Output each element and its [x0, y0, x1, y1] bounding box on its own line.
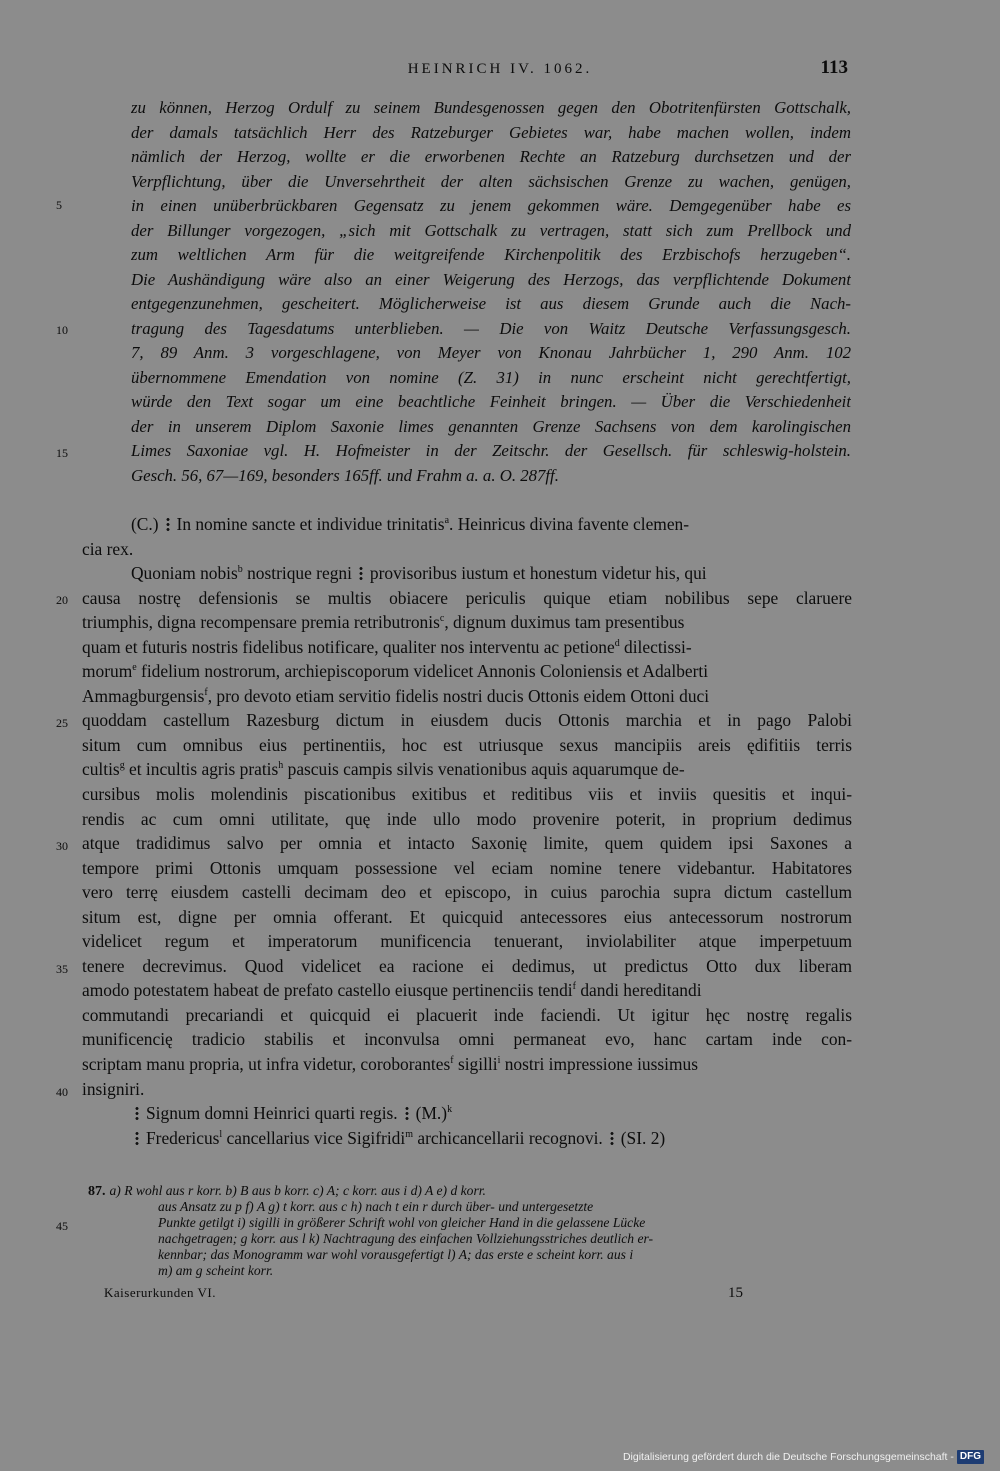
- charter-line: [82, 757, 852, 782]
- commentary-line: Limes Saxoniae vgl. H. Hofmeister in der Zeitschr. der Gesellsch. für schleswig-holstein.: [131, 441, 851, 460]
- credit-text: Digitalisierung gefördert durch die Deutsche Forschungsgemeinschaft -: [622, 1451, 954, 1463]
- line-number: 25: [56, 716, 68, 730]
- commentary-line: zu können, Herzog Ordulf zu seinem Bundesgenossen gegen den Obotritenfürsten Gottschalk,: [131, 98, 851, 117]
- charter-text-segment: Quoniam nobis: [131, 563, 238, 584]
- charter-line: [82, 1126, 852, 1151]
- footnote-ref: e: [132, 662, 137, 674]
- footnote-ref: g: [119, 760, 125, 772]
- footnote-ref: k: [447, 1104, 453, 1116]
- charter-text-segment: nostri impressione iussimus: [500, 1054, 698, 1075]
- charter-line: [82, 684, 852, 709]
- line-number: 10: [56, 323, 68, 337]
- charter-text-segment: quam et futuris nostris fidelibus notificare, qualiter nos interventu ac petione: [82, 636, 615, 657]
- footnote-ref: f: [572, 981, 576, 993]
- charter-text-segment: fidelium nostrorum, archiepiscoporum videlicet Annonis Coloniensis et Adalberti: [136, 661, 709, 682]
- footnote-ref: d: [614, 637, 620, 649]
- commentary-line: tragung des Tagesdatums unterblieben. — Die von Waitz Deutsche Verfassungsgesch.: [131, 318, 851, 338]
- line-number: 20: [56, 593, 68, 607]
- signature-title: Kaiserurkunden VI.: [104, 1285, 217, 1300]
- charter-line: atque tradidimus salvo per omnia et intacto Saxonię limite, quem quidem ipsi Saxones a: [82, 833, 852, 854]
- elongated-script-mark: [609, 1131, 615, 1146]
- footnote-line: m) am g scheint korr.: [158, 1263, 274, 1278]
- footnote-text: a) R wohl aus r korr. b) B aus b korr. c) A; c korr. aus i d) A e) d korr.: [109, 1183, 486, 1198]
- elongated-script-mark: [134, 1106, 140, 1121]
- charter-line: munificencię tradicio stabilis et inconvulsa omni permaneat evo, hanc cartam inde con-: [82, 1029, 852, 1050]
- charter-line: [82, 659, 852, 684]
- line-number: 30: [56, 839, 68, 853]
- footnote-line: kennbar; das Monogramm war wohl vorausgefertigt l) A; das erste e scheint korr. aus i: [158, 1247, 634, 1262]
- charter-line: [82, 978, 852, 1003]
- charter-text-segment: et incultis agris pratis: [124, 759, 279, 780]
- footnote-ref: f: [450, 1055, 454, 1067]
- line-number-margin: [0, 0, 80, 1471]
- charter-text-segment: cancellarius vice Sigifridi: [222, 1127, 406, 1148]
- charter-line: [82, 1052, 852, 1077]
- charter-line: commutandi precariandi et quicquid ei placuerit inde faciendi. Ut igitur hęc nostrę regalis: [82, 1004, 852, 1025]
- line-number: 35: [56, 962, 68, 976]
- charter-text-segment: morum: [82, 661, 133, 682]
- charter-text-segment: Ammagburgensis: [82, 685, 205, 706]
- charter-line: cia rex.: [82, 538, 134, 559]
- signum-line: Signum domni Heinrici quarti regis.: [146, 1103, 398, 1124]
- footnote-line: Punkte getilgt i) sigilli in größerer Schrift wohl von gleicher Hand in die gelassene Lücke: [158, 1215, 646, 1230]
- footnote-ref: m: [405, 1128, 413, 1140]
- commentary-line: 7, 89 Anm. 3 vorgeschlagene, von Meyer von Knonau Jahrbücher 1, 290 Anm. 102: [131, 343, 851, 362]
- charter-text-segment: provisoribus iustum et honestum videtur his, qui: [369, 563, 707, 584]
- charter-text-segment: cultis: [82, 759, 120, 780]
- invocation: In nomine sancte et individue trinitatis: [176, 514, 445, 534]
- commentary-line: Gesch. 56, 67—169, besonders 165ff. und Frahm a. a. O. 287ff.: [131, 465, 559, 485]
- line-number: 15: [56, 446, 68, 460]
- charter-line: [82, 635, 852, 660]
- elongated-script-mark: [358, 566, 364, 581]
- charter-text-segment: triumphis, digna recompensare premia retributronis: [82, 612, 440, 633]
- charter-text-segment: dilectissi-: [619, 636, 692, 657]
- footnote-ref: c: [439, 613, 445, 625]
- charter-text-segment: pascuis campis silvis venationibus aquis aquarumque de-: [283, 759, 685, 780]
- line-number: 45: [56, 1219, 68, 1233]
- digitization-credit: [584, 1447, 984, 1467]
- charter-text-segment: scriptam manu propria, ut infra videtur, coroborantes: [82, 1054, 451, 1075]
- footnote-ref: a: [444, 515, 450, 527]
- commentary-line: der in unserem Diplom Saxonie limes genannten Grenze Sachsens von dem karolingischen: [131, 416, 851, 436]
- footnote-ref: h: [278, 760, 284, 772]
- elongated-script-mark: [134, 1131, 140, 1146]
- charter-line: tenere decrevimus. Quod videlicet ea racione ei dedimus, ut predictus Otto dux liberam: [82, 955, 852, 976]
- footnotes-apparatus: [88, 1183, 852, 1279]
- chrismon-siglum: (C.): [131, 514, 159, 534]
- footnote-ref: f: [204, 687, 208, 699]
- commentary-line: der Billunger vorgezogen, „sich mit Gottschalk zu vertragen, statt sich zum Prellbock und: [131, 220, 851, 240]
- document-number: 87.: [88, 1184, 106, 1199]
- charter-text-segment: , dignum duximus tam presentibus: [444, 612, 685, 633]
- charter-text-segment: , pro devoto etiam servitio fidelis nostri ducis Ottonis eidem Ottoni duci: [207, 685, 710, 706]
- charter-line: videlicet regum et imperatorum munificencia tenuerant, inviolabiliter atque imperpetuum: [82, 931, 852, 952]
- charter-text-segment: nostrique regni: [242, 563, 352, 584]
- footnote-ref: b: [237, 564, 243, 576]
- page-header: [0, 57, 1000, 83]
- running-title: HEINRICH IV. 1062.: [407, 61, 593, 77]
- commentary-block: [131, 96, 851, 488]
- intitulatio: . Heinricus divina favente clemen-: [449, 514, 690, 534]
- footnote-ref: l: [219, 1128, 223, 1140]
- charter-text: [82, 512, 852, 1150]
- signature-sheet-number: 15: [728, 1285, 743, 1301]
- seal-siglum: (SI. 2): [620, 1127, 666, 1148]
- elongated-script-mark: [404, 1106, 410, 1121]
- charter-line: vero terrę eiusdem castelli decimam deo et episcopo, in cuius parochia supra dictum castellum: [82, 882, 852, 903]
- commentary-line: nämlich der Herzog, wollte er die erworbenen Rechte an Ratzeburg durchsetzen und der: [131, 147, 851, 166]
- recognition-line: Fredericus: [146, 1127, 220, 1148]
- charter-line: causa nostrę defensionis se multis obiacere periculis quique etiam nobilibus sepe claruere: [82, 587, 852, 608]
- commentary-line: der damals tatsächlich Herr des Ratzeburger Gebietes war, habe machen wollen, indem: [131, 122, 851, 142]
- charter-line: rendis ac cum omni utilitate, quę inde ullo modo provenire poterit, in proprium dedimus: [82, 808, 852, 829]
- charter-text-segment: amodo potestatem habeat de prefato castello eiusque pertinenciis tendi: [82, 980, 573, 1001]
- charter-line: cursibus molis molendinis piscationibus exitibus et reditibus viis et inviis quesitis et inqui-: [82, 784, 852, 805]
- charter-line: situm cum omnibus eius pertinentiis, hoc est utriusque sexus mancipiis areis ędifitiis terris: [82, 734, 852, 755]
- commentary-line: übernommene Emendation von nomine (Z. 31) in nunc erscheint nicht gerechtfertigt,: [131, 367, 851, 387]
- footnote-line: nachgetragen; g korr. aus l k) Nachtragung des einfachen Vollziehungsstriches deutlich er-: [158, 1231, 654, 1246]
- page-number: 113: [820, 57, 848, 78]
- footnote-ref: i: [497, 1055, 501, 1067]
- charter-text-segment: sigilli: [453, 1054, 498, 1075]
- commentary-line: in einen unüberbrückbaren Gegensatz zu jenem gekommen wäre. Demgegenüber habe es: [131, 196, 851, 215]
- dfg-logo: DFG: [957, 1450, 984, 1464]
- charter-line: [82, 1101, 852, 1126]
- footnote-line: [88, 1183, 852, 1199]
- elongated-script-mark: [165, 517, 171, 532]
- charter-line: [82, 610, 852, 635]
- charter-line: tempore primi Ottonis umquam possessione vel eciam nomine tenere videbantur. Habitatores: [82, 857, 852, 878]
- line-number: 40: [56, 1085, 68, 1099]
- monogram-siglum: (M.): [415, 1103, 448, 1124]
- charter-line: insigniri.: [82, 1078, 145, 1099]
- commentary-line: zum weltlichen Arm für die weitgreifende Kirchenpolitik des Erzbischofs herzugeben“.: [131, 245, 851, 264]
- charter-line: [82, 561, 852, 586]
- charter-line: quoddam castellum Razesburg dictum in eiusdem ducis Ottonis marchia et in pago Palobi: [82, 710, 852, 731]
- commentary-line: entgegenzunehmen, gescheitert. Möglicherweise ist aus diesem Grunde auch die Nach-: [131, 294, 851, 313]
- charter-line: situm est, digne per omnia offerant. Et quicquid antecessores eius antecessorum nostrorum: [82, 906, 852, 927]
- charter-text-segment: archicancellarii recognovi.: [413, 1127, 603, 1148]
- charter-text-segment: dandi hereditandi: [575, 980, 702, 1001]
- charter-line: [82, 512, 852, 537]
- line-number: 5: [56, 198, 62, 212]
- commentary-line: würde den Text sogar um eine beachtliche Feinheit bringen. — Über die Verschiedenheit: [131, 392, 851, 411]
- commentary-line: Verpflichtung, über die Unversehrtheit der alten sächsischen Grenze zu wachen, genügen,: [131, 171, 851, 191]
- commentary-line: Die Aushändigung wäre also an einer Weigerung des Herzogs, das verpflichtende Dokument: [131, 269, 851, 289]
- footnote-line: aus Ansatz zu p f) A g) t korr. aus c h) nach t ein r durch über- und untergesetzte: [158, 1199, 594, 1214]
